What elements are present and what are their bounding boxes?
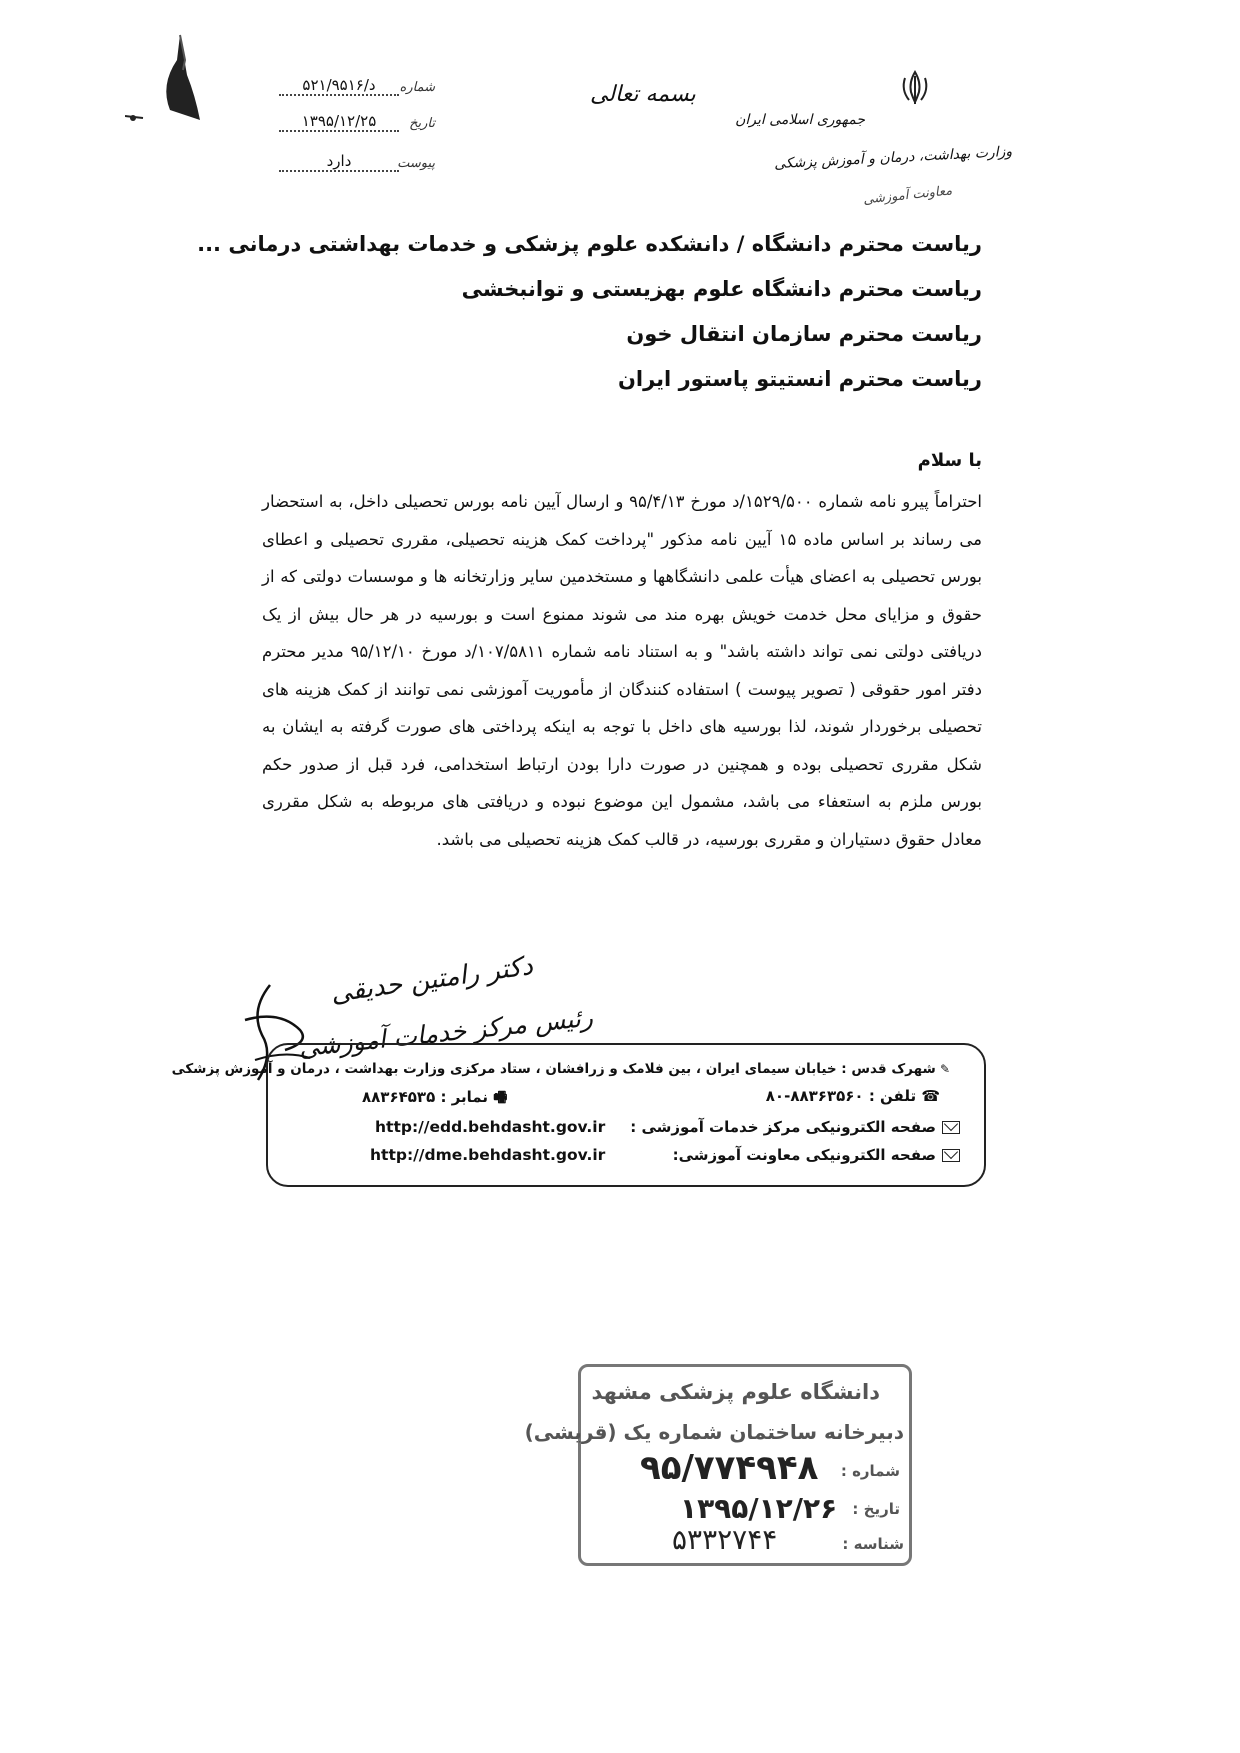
deputy-link[interactable]: http://dme.behdasht.gov.ir — [370, 1146, 606, 1164]
attachment-row — [275, 152, 435, 182]
fax-value: ۸۸۳۶۴۵۳۵ — [362, 1088, 436, 1106]
date-label: تاریخ — [409, 116, 435, 131]
footer-deputy — [673, 1146, 960, 1164]
ministry-text: وزارت بهداشت، درمان و آموزش پزشکی — [773, 143, 1013, 173]
stamp-number-value: ۹۵/۷۷۴۹۴۸ — [640, 1448, 819, 1488]
iran-emblem-icon — [895, 68, 935, 108]
footer-edu-center — [630, 1118, 960, 1136]
footer-fax — [362, 1087, 507, 1112]
deputy-text: معاونت آموزشی — [862, 183, 953, 208]
phone-icon: ☎ — [916, 1087, 940, 1105]
date-value: ۱۳۹۵/۱۲/۲۵ — [279, 112, 399, 132]
addressee-2: ریاست محترم دانشگاه علوم بهزیستی و توانبخشی — [461, 277, 982, 301]
edu-center-label: صفحه الکترونیکی مرکز خدمات آموزشی : — [630, 1118, 936, 1136]
footer-phone — [766, 1087, 940, 1105]
stamp-university: دانشگاه علوم پزشکی مشهد — [591, 1380, 880, 1404]
signatory-name: دکتر رامتین حدیقی — [328, 950, 535, 1010]
location-icon: ✎ — [935, 1062, 950, 1076]
stamp-date-value: ۱۳۹۵/۱۲/۲۶ — [680, 1492, 838, 1525]
body-paragraph: احتراماً پیرو نامه شماره ۱۵۲۹/۵۰۰/د مورخ ۹۵/۴/۱۳ و ارسال آیین نامه بورس تحصیلی داخل، به استحضار می رساند بر اساس ماده ۱۵ آیین نامه مذکور "پرداخت کمک هزینه تحصیلی، مقرری تحصیلی و اعطای بورس تحصیلی به اعضای هیأت علمی دانشگاهها و مستخدمین سایر وزارتخانه ها و موسسات دولتی که از حقوق و مزایای محل خدمت خویش بهره مند می شوند ممنوع است و بورسیه در هر حال بیش از یک دریافتی دولتی نمی تواند داشته باشد" و به استناد نامه شماره ۱۰۷/۵۸۱۱/د مورخ ۹۵/۱۲/۱۰ مدیر محترم دفتر امور حقوقی ( تصویر پیوست ) استفاده کنندگان از مأموریت آموزشی نمی توانند از کمک هزینه های تحصیلی برخوردار شوند، لذا بورسیه های داخل با توجه به اینکه پرداختی های صورت گرفته به ایشان به شکل مقرری تحصیلی بوده و همچنین در صورت دارا بودن ارتباط استخدامی، فرد قبل از صدور حکم بورس ملزم به استعفاء می باشد، مشمول این موضوع نبوده و دریافتی های مربوطه به شکل مقرری معادل حقوق دستیاران و مقرری بورسیه، در قالب کمک هزینه تحصیلی می باشد. — [262, 492, 982, 849]
footer-address — [172, 1061, 950, 1077]
phone-value: ۸۸۳۶۳۵۶۰-۸۰ — [765, 1087, 864, 1105]
fax-label: نمابر : — [440, 1088, 488, 1106]
scan-mark — [125, 30, 205, 125]
letter-number-row — [275, 76, 435, 106]
bismillah-heading: بسمه تعالی — [590, 82, 696, 107]
attachment-label: پیوست — [397, 156, 435, 171]
footer-address-text: شهرک قدس : خیابان سیمای ایران ، بین فلامک و زرافشان ، ستاد مرکزی وزارت بهداشت ، درمان و آموزش پزشکی — [171, 1061, 936, 1077]
envelope-icon — [942, 1149, 960, 1162]
letter-body — [262, 483, 982, 858]
addressee-1: ریاست محترم دانشگاه / دانشکده علوم پزشکی و خدمات بهداشتی درمانی ... — [197, 232, 982, 256]
attachment-value: دارد — [279, 152, 399, 172]
stamp-office: دبیرخانه ساختمان شماره یک (قریشی) — [524, 1420, 904, 1444]
letter-date-row — [275, 112, 435, 142]
stamp-id-value: ۵۳۳۲۷۴۴ — [672, 1523, 778, 1556]
fax-icon: 🖷 — [488, 1088, 508, 1106]
greeting: با سلام — [917, 450, 982, 471]
number-value: د/۵۲۱/۹۵۱۶ — [279, 76, 399, 96]
phone-label: تلفن : — [868, 1087, 917, 1105]
deputy-label: صفحه الکترونیکی معاونت آموزشی: — [672, 1146, 936, 1164]
republic-text: جمهوری اسلامی ایران — [735, 112, 865, 128]
stamp-date-label: تاریخ : — [852, 1500, 900, 1518]
envelope-icon — [942, 1121, 960, 1134]
number-label: شماره — [399, 80, 435, 95]
addressee-4: ریاست محترم انستیتو پاستور ایران — [617, 367, 982, 391]
stamp-id-label: شناسه : — [842, 1535, 904, 1553]
stamp-number-label: شماره : — [840, 1462, 900, 1480]
addressee-3: ریاست محترم سازمان انتقال خون — [626, 322, 982, 346]
edu-center-link[interactable]: http://edd.behdasht.gov.ir — [375, 1118, 606, 1136]
signatory-title: رئیس مرکز خدمات آموزشی — [297, 1002, 595, 1063]
